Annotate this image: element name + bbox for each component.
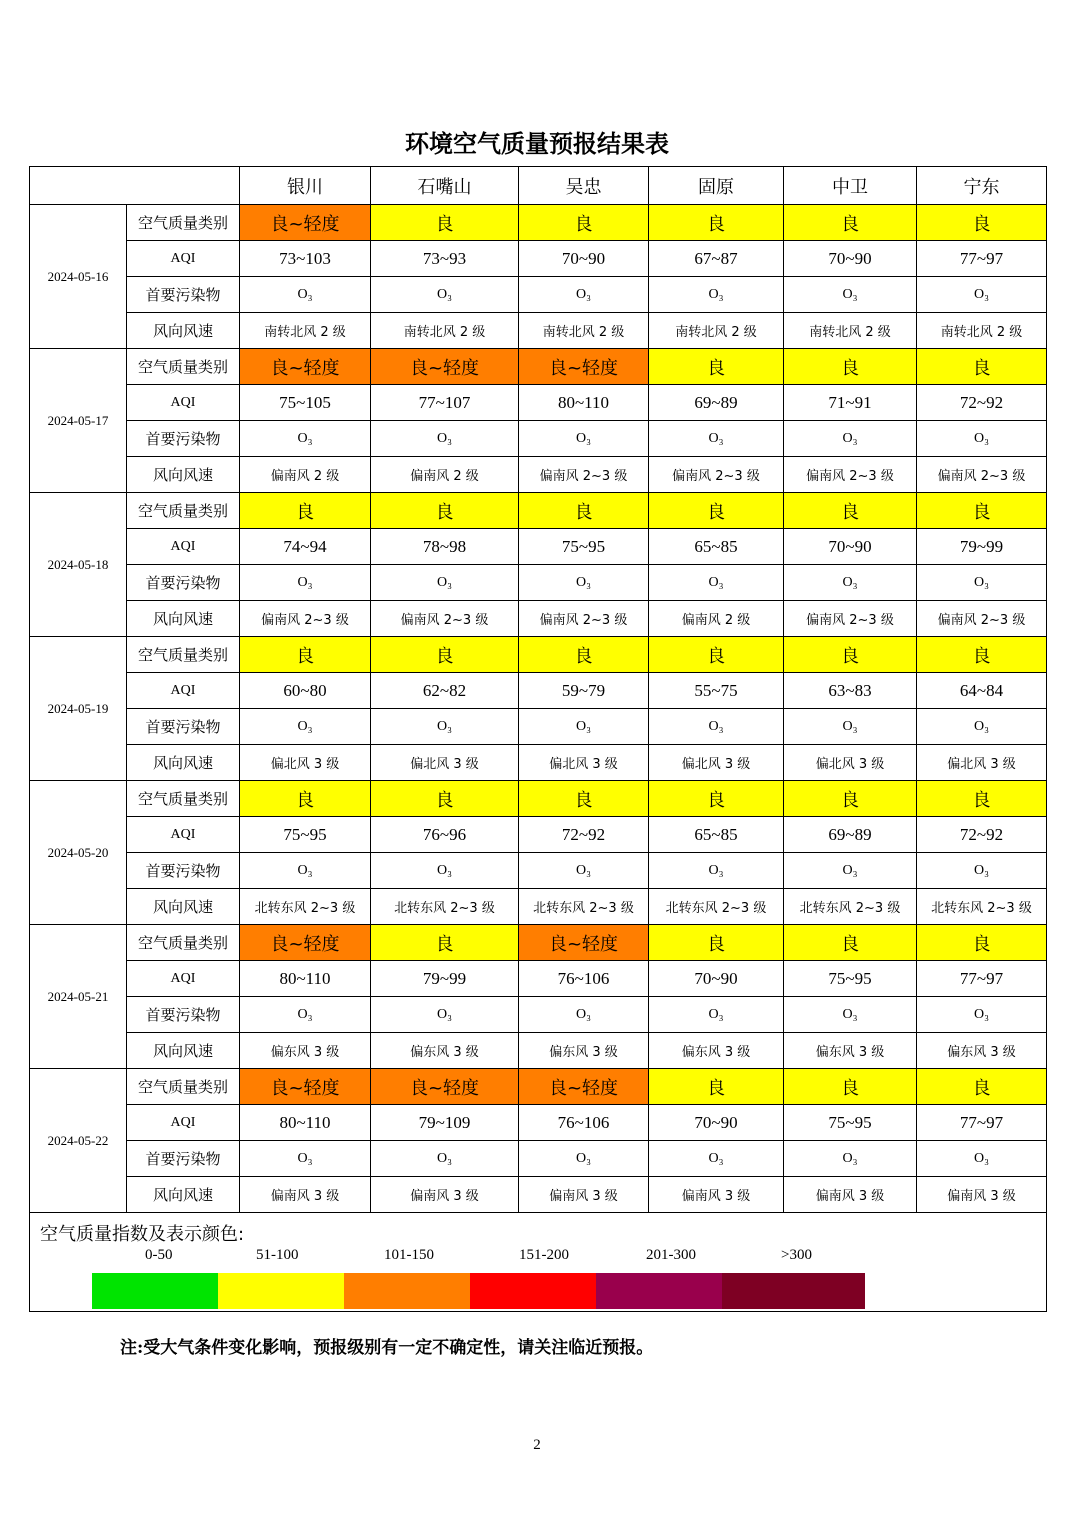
- wind-cell: 偏南风 2~3 级: [649, 457, 784, 493]
- day-row-category: [30, 637, 1047, 673]
- row-label-pollutant: 首要污染物: [127, 997, 240, 1033]
- category-cell: 良: [649, 1069, 784, 1105]
- aqi-cell: 79~109: [371, 1105, 519, 1141]
- legend-range-label: >300: [781, 1247, 812, 1263]
- day-row-pollutant: [30, 709, 1047, 745]
- category-cell: 良: [240, 637, 371, 673]
- wind-cell: 偏南风 3 级: [371, 1177, 519, 1213]
- day-row-pollutant: [30, 1141, 1047, 1177]
- aqi-cell: 79~99: [371, 961, 519, 997]
- category-cell: 良~轻度: [240, 205, 371, 241]
- wind-cell: 南转北风 2 级: [649, 313, 784, 349]
- row-label-wind: 风向风速: [127, 1177, 240, 1213]
- aqi-cell: 75~95: [784, 961, 917, 997]
- row-label-pollutant: 首要污染物: [127, 421, 240, 457]
- footnote: 注:受大气条件变化影响，预报级别有一定不确定性，请关注临近预报。: [120, 1338, 654, 1358]
- category-cell: 良: [784, 637, 917, 673]
- pollutant-cell: O₃: [917, 1141, 1047, 1177]
- category-cell: 良~轻度: [240, 349, 371, 385]
- category-cell: 良: [784, 925, 917, 961]
- day-row-pollutant: [30, 853, 1047, 889]
- category-cell: 良: [917, 781, 1047, 817]
- wind-cell: 南转北风 2 级: [784, 313, 917, 349]
- aqi-cell: 74~94: [240, 529, 371, 565]
- aqi-cell: 75~105: [240, 385, 371, 421]
- day-row-pollutant: [30, 421, 1047, 457]
- pollutant-cell: O₃: [917, 565, 1047, 601]
- pollutant-cell: O₃: [649, 1141, 784, 1177]
- row-label-aqi: AQI: [127, 817, 240, 853]
- legend-swatch: [344, 1273, 470, 1309]
- day-row-aqi: [30, 385, 1047, 421]
- pollutant-cell: O₃: [240, 997, 371, 1033]
- city-header: 固原: [649, 167, 784, 205]
- row-label-category: 空气质量类别: [127, 637, 240, 673]
- wind-cell: 偏南风 2~3 级: [371, 601, 519, 637]
- pollutant-cell: O₃: [240, 853, 371, 889]
- aqi-cell: 64~84: [917, 673, 1047, 709]
- row-label-category: 空气质量类别: [127, 349, 240, 385]
- pollutant-cell: O₃: [371, 997, 519, 1033]
- category-cell: 良: [649, 781, 784, 817]
- pollutant-cell: O₃: [784, 853, 917, 889]
- aqi-cell: 71~91: [784, 385, 917, 421]
- aqi-cell: 76~96: [371, 817, 519, 853]
- aqi-cell: 55~75: [649, 673, 784, 709]
- aqi-cell: 65~85: [649, 529, 784, 565]
- wind-cell: 南转北风 2 级: [240, 313, 371, 349]
- aqi-cell: 80~110: [240, 1105, 371, 1141]
- category-cell: 良: [649, 493, 784, 529]
- wind-cell: 北转东风 2~3 级: [649, 889, 784, 925]
- row-label-wind: 风向风速: [127, 745, 240, 781]
- pollutant-cell: O₃: [784, 1141, 917, 1177]
- row-label-wind: 风向风速: [127, 889, 240, 925]
- pollutant-cell: O₃: [371, 421, 519, 457]
- wind-cell: 南转北风 2 级: [917, 313, 1047, 349]
- category-cell: 良: [784, 493, 917, 529]
- category-cell: 良: [519, 637, 649, 673]
- wind-cell: 南转北风 2 级: [519, 313, 649, 349]
- legend-row: [30, 1213, 1047, 1312]
- page-title: 环境空气质量预报结果表: [405, 130, 669, 158]
- wind-cell: 偏东风 3 级: [784, 1033, 917, 1069]
- pollutant-cell: O₃: [784, 997, 917, 1033]
- pollutant-cell: O₃: [240, 277, 371, 313]
- category-cell: 良: [784, 1069, 917, 1105]
- aqi-cell: 69~89: [784, 817, 917, 853]
- pollutant-cell: O₃: [519, 565, 649, 601]
- pollutant-cell: O₃: [917, 853, 1047, 889]
- wind-cell: 偏南风 2~3 级: [784, 457, 917, 493]
- category-cell: 良: [371, 781, 519, 817]
- legend-range-label: 0-50: [145, 1247, 173, 1263]
- category-cell: 良~轻度: [519, 925, 649, 961]
- category-cell: 良~轻度: [371, 1069, 519, 1105]
- aqi-cell: 59~79: [519, 673, 649, 709]
- aqi-cell: 80~110: [240, 961, 371, 997]
- date-cell: 2024-05-22: [30, 1069, 127, 1213]
- pollutant-cell: O₃: [784, 565, 917, 601]
- row-label-aqi: AQI: [127, 385, 240, 421]
- day-row-wind: [30, 1177, 1047, 1213]
- aqi-cell: 77~97: [917, 961, 1047, 997]
- aqi-cell: 67~87: [649, 241, 784, 277]
- row-label-wind: 风向风速: [127, 457, 240, 493]
- category-cell: 良~轻度: [240, 925, 371, 961]
- pollutant-cell: O₃: [519, 421, 649, 457]
- day-row-pollutant: [30, 277, 1047, 313]
- date-cell: 2024-05-19: [30, 637, 127, 781]
- legend-range-label: 151-200: [519, 1247, 569, 1263]
- wind-cell: 偏北风 3 级: [519, 745, 649, 781]
- pollutant-cell: O₃: [649, 421, 784, 457]
- wind-cell: 偏南风 2 级: [240, 457, 371, 493]
- wind-cell: 偏南风 2~3 级: [519, 457, 649, 493]
- aqi-cell: 70~90: [784, 241, 917, 277]
- category-cell: 良: [371, 493, 519, 529]
- row-label-pollutant: 首要污染物: [127, 1141, 240, 1177]
- pollutant-cell: O₃: [240, 421, 371, 457]
- aqi-cell: 70~90: [784, 529, 917, 565]
- wind-cell: 偏南风 2~3 级: [240, 601, 371, 637]
- date-cell: 2024-05-16: [30, 205, 127, 349]
- wind-cell: 偏东风 3 级: [519, 1033, 649, 1069]
- category-cell: 良: [784, 349, 917, 385]
- pollutant-cell: O₃: [240, 1141, 371, 1177]
- day-row-category: [30, 205, 1047, 241]
- wind-cell: 偏北风 3 级: [917, 745, 1047, 781]
- day-row-wind: [30, 745, 1047, 781]
- city-header: 宁东: [917, 167, 1047, 205]
- category-cell: 良: [240, 781, 371, 817]
- wind-cell: 偏东风 3 级: [649, 1033, 784, 1069]
- wind-cell: 偏南风 3 级: [240, 1177, 371, 1213]
- row-label-category: 空气质量类别: [127, 781, 240, 817]
- date-cell: 2024-05-17: [30, 349, 127, 493]
- pollutant-cell: O₃: [649, 997, 784, 1033]
- aqi-cell: 77~107: [371, 385, 519, 421]
- wind-cell: 偏南风 3 级: [519, 1177, 649, 1213]
- forecast-table: [29, 166, 1047, 1312]
- aqi-cell: 72~92: [917, 817, 1047, 853]
- legend-swatch: [722, 1273, 865, 1309]
- pollutant-cell: O₃: [649, 565, 784, 601]
- wind-cell: 偏南风 3 级: [917, 1177, 1047, 1213]
- legend-swatch: [470, 1273, 596, 1309]
- category-cell: 良: [917, 925, 1047, 961]
- pollutant-cell: O₃: [784, 709, 917, 745]
- header-row: [30, 167, 1047, 205]
- day-row-category: [30, 493, 1047, 529]
- row-label-wind: 风向风速: [127, 313, 240, 349]
- wind-cell: 偏东风 3 级: [240, 1033, 371, 1069]
- row-label-category: 空气质量类别: [127, 1069, 240, 1105]
- row-label-pollutant: 首要污染物: [127, 277, 240, 313]
- day-row-aqi: [30, 241, 1047, 277]
- wind-cell: 偏北风 3 级: [784, 745, 917, 781]
- pollutant-cell: O₃: [649, 277, 784, 313]
- category-cell: 良: [519, 493, 649, 529]
- row-label-wind: 风向风速: [127, 1033, 240, 1069]
- legend-title: 空气质量指数及表示颜色:: [40, 1224, 245, 1245]
- pollutant-cell: O₃: [371, 853, 519, 889]
- pollutant-cell: O₃: [371, 565, 519, 601]
- category-cell: 良~轻度: [240, 1069, 371, 1105]
- row-label-aqi: AQI: [127, 673, 240, 709]
- wind-cell: 北转东风 2~3 级: [784, 889, 917, 925]
- category-cell: 良: [371, 925, 519, 961]
- city-header: 石嘴山: [371, 167, 519, 205]
- category-cell: 良: [371, 637, 519, 673]
- pollutant-cell: O₃: [784, 277, 917, 313]
- pollutant-cell: O₃: [519, 1141, 649, 1177]
- wind-cell: 偏南风 2~3 级: [519, 601, 649, 637]
- aqi-cell: 70~90: [649, 1105, 784, 1141]
- category-cell: 良: [371, 205, 519, 241]
- day-row-wind: [30, 457, 1047, 493]
- day-row-aqi: [30, 529, 1047, 565]
- pollutant-cell: O₃: [519, 277, 649, 313]
- pollutant-cell: O₃: [519, 997, 649, 1033]
- day-row-category: [30, 349, 1047, 385]
- category-cell: 良: [917, 1069, 1047, 1105]
- category-cell: 良: [649, 925, 784, 961]
- wind-cell: 偏北风 3 级: [371, 745, 519, 781]
- aqi-cell: 77~97: [917, 241, 1047, 277]
- row-label-pollutant: 首要污染物: [127, 709, 240, 745]
- day-row-category: [30, 925, 1047, 961]
- category-cell: 良: [649, 349, 784, 385]
- row-label-aqi: AQI: [127, 1105, 240, 1141]
- aqi-cell: 70~90: [649, 961, 784, 997]
- city-header: 银川: [240, 167, 371, 205]
- row-label-aqi: AQI: [127, 961, 240, 997]
- pollutant-cell: O₃: [784, 421, 917, 457]
- wind-cell: 北转东风 2~3 级: [519, 889, 649, 925]
- aqi-cell: 75~95: [519, 529, 649, 565]
- pollutant-cell: O₃: [519, 709, 649, 745]
- wind-cell: 偏南风 3 级: [784, 1177, 917, 1213]
- aqi-cell: 77~97: [917, 1105, 1047, 1141]
- category-cell: 良~轻度: [519, 349, 649, 385]
- aqi-cell: 78~98: [371, 529, 519, 565]
- aqi-cell: 75~95: [784, 1105, 917, 1141]
- aqi-cell: 79~99: [917, 529, 1047, 565]
- legend-swatch: [218, 1273, 344, 1309]
- aqi-cell: 72~92: [917, 385, 1047, 421]
- pollutant-cell: O₃: [371, 277, 519, 313]
- wind-cell: 北转东风 2~3 级: [371, 889, 519, 925]
- legend: [30, 1213, 1047, 1312]
- category-cell: 良: [917, 637, 1047, 673]
- day-row-aqi: [30, 817, 1047, 853]
- wind-cell: 偏南风 2~3 级: [917, 601, 1047, 637]
- aqi-cell: 69~89: [649, 385, 784, 421]
- category-cell: 良~轻度: [371, 349, 519, 385]
- aqi-cell: 62~82: [371, 673, 519, 709]
- row-label-category: 空气质量类别: [127, 493, 240, 529]
- wind-cell: 偏南风 2~3 级: [784, 601, 917, 637]
- category-cell: 良: [240, 493, 371, 529]
- date-cell: 2024-05-21: [30, 925, 127, 1069]
- category-cell: 良~轻度: [519, 1069, 649, 1105]
- day-row-pollutant: [30, 997, 1047, 1033]
- row-label-aqi: AQI: [127, 529, 240, 565]
- day-row-aqi: [30, 1105, 1047, 1141]
- day-row-aqi: [30, 961, 1047, 997]
- aqi-cell: 70~90: [519, 241, 649, 277]
- aqi-cell: 73~93: [371, 241, 519, 277]
- wind-cell: 偏南风 2 级: [371, 457, 519, 493]
- aqi-cell: 72~92: [519, 817, 649, 853]
- category-cell: 良: [917, 493, 1047, 529]
- category-cell: 良: [784, 781, 917, 817]
- category-cell: 良: [519, 781, 649, 817]
- aqi-cell: 75~95: [240, 817, 371, 853]
- pollutant-cell: O₃: [649, 709, 784, 745]
- date-cell: 2024-05-20: [30, 781, 127, 925]
- aqi-cell: 63~83: [784, 673, 917, 709]
- category-cell: 良: [649, 637, 784, 673]
- legend-range-label: 51-100: [256, 1247, 299, 1263]
- pollutant-cell: O₃: [917, 997, 1047, 1033]
- aqi-cell: 80~110: [519, 385, 649, 421]
- category-cell: 良: [917, 349, 1047, 385]
- wind-cell: 偏南风 2~3 级: [917, 457, 1047, 493]
- legend-swatch: [596, 1273, 722, 1309]
- day-row-wind: [30, 1033, 1047, 1069]
- day-row-aqi: [30, 673, 1047, 709]
- day-row-category: [30, 781, 1047, 817]
- day-row-category: [30, 1069, 1047, 1105]
- legend-swatch: [92, 1273, 218, 1309]
- wind-cell: 偏南风 2 级: [649, 601, 784, 637]
- pollutant-cell: O₃: [371, 1141, 519, 1177]
- category-cell: 良: [917, 205, 1047, 241]
- day-row-wind: [30, 889, 1047, 925]
- aqi-cell: 60~80: [240, 673, 371, 709]
- wind-cell: 偏南风 3 级: [649, 1177, 784, 1213]
- pollutant-cell: O₃: [917, 709, 1047, 745]
- row-label-pollutant: 首要污染物: [127, 565, 240, 601]
- day-row-wind: [30, 601, 1047, 637]
- wind-cell: 偏东风 3 级: [371, 1033, 519, 1069]
- pollutant-cell: O₃: [649, 853, 784, 889]
- category-cell: 良: [519, 205, 649, 241]
- aqi-cell: 76~106: [519, 961, 649, 997]
- aqi-cell: 73~103: [240, 241, 371, 277]
- row-label-category: 空气质量类别: [127, 205, 240, 241]
- page-number: 2: [533, 1437, 541, 1453]
- pollutant-cell: O₃: [519, 853, 649, 889]
- pollutant-cell: O₃: [917, 277, 1047, 313]
- wind-cell: 北转东风 2~3 级: [917, 889, 1047, 925]
- pollutant-cell: O₃: [371, 709, 519, 745]
- row-label-category: 空气质量类别: [127, 925, 240, 961]
- wind-cell: 偏北风 3 级: [649, 745, 784, 781]
- wind-cell: 北转东风 2~3 级: [240, 889, 371, 925]
- pollutant-cell: O₃: [240, 565, 371, 601]
- wind-cell: 偏东风 3 级: [917, 1033, 1047, 1069]
- category-cell: 良: [784, 205, 917, 241]
- date-cell: 2024-05-18: [30, 493, 127, 637]
- row-label-aqi: AQI: [127, 241, 240, 277]
- row-label-wind: 风向风速: [127, 601, 240, 637]
- legend-range-label: 201-300: [646, 1247, 696, 1263]
- aqi-cell: 76~106: [519, 1105, 649, 1141]
- pollutant-cell: O₃: [917, 421, 1047, 457]
- aqi-cell: 65~85: [649, 817, 784, 853]
- row-label-pollutant: 首要污染物: [127, 853, 240, 889]
- wind-cell: 偏北风 3 级: [240, 745, 371, 781]
- category-cell: 良: [649, 205, 784, 241]
- day-row-pollutant: [30, 565, 1047, 601]
- legend-range-label: 101-150: [384, 1247, 434, 1263]
- day-row-wind: [30, 313, 1047, 349]
- wind-cell: 南转北风 2 级: [371, 313, 519, 349]
- city-header: 中卫: [784, 167, 917, 205]
- pollutant-cell: O₃: [240, 709, 371, 745]
- corner-cell: [30, 167, 240, 205]
- city-header: 吴忠: [519, 167, 649, 205]
